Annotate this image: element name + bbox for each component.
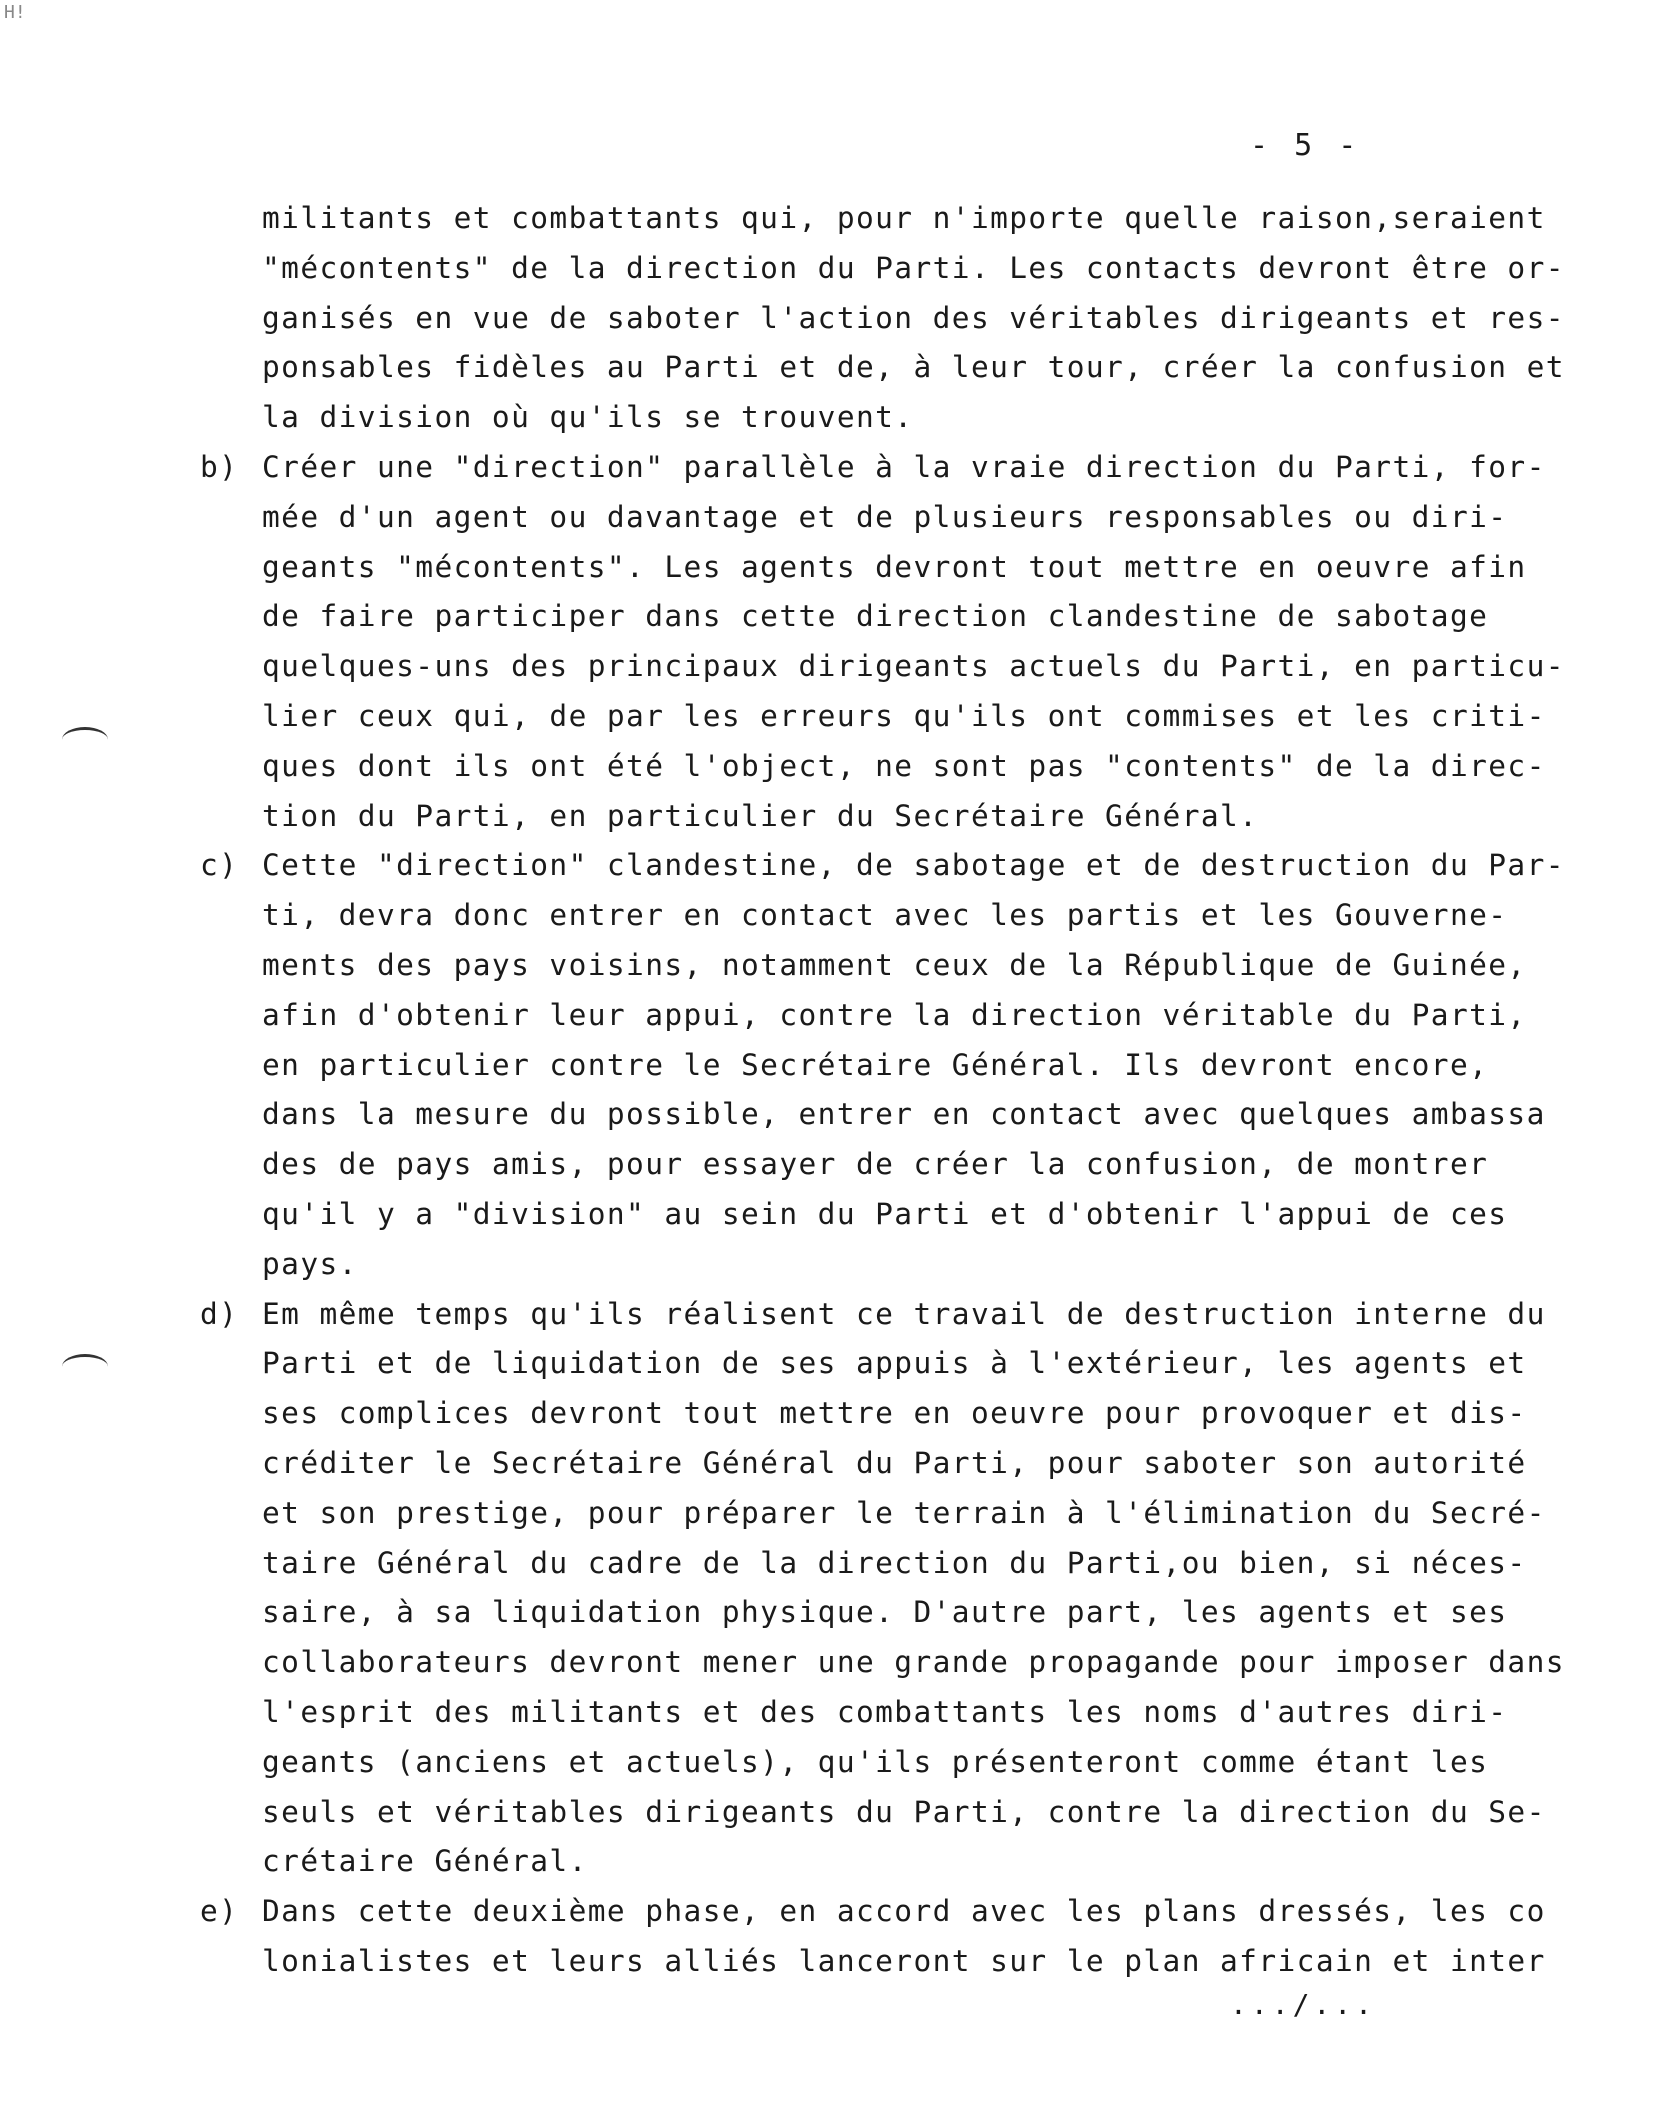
page-number: - 5 -	[1250, 128, 1361, 163]
text-line: Parti et de liquidation de ses appuis à l'extérieur, les agents et	[262, 1346, 1527, 1381]
text-line: collaborateurs devront mener une grande propagande pour imposer dans	[262, 1645, 1565, 1680]
list-marker: c)	[200, 848, 239, 883]
text-line: seuls et véritables dirigeants du Parti, contre la direction du Se-	[262, 1794, 1546, 1829]
list-marker: d)	[200, 1296, 239, 1331]
text-line: dans la mesure du possible, entrer en contact avec quelques ambassa	[262, 1097, 1546, 1132]
text-line: ganisés en vue de saboter l'action des véritables dirigeants et res-	[262, 300, 1565, 335]
text-line: Créer une "direction" parallèle à la vraie direction du Parti, for-	[262, 450, 1546, 484]
text-line: crétaire Général.	[262, 1844, 588, 1879]
text-line: Dans cette deuxième phase, en accord avec les plans dressés, les co	[262, 1894, 1546, 1929]
text-line: saire, à sa liquidation physique. D'autre part, les agents et ses	[262, 1595, 1508, 1630]
text-line: qu'il y a "division" au sein du Parti et d'obtenir l'appui de ces	[262, 1197, 1508, 1231]
corner-mark: H!	[4, 2, 26, 23]
list-marker: e)	[200, 1894, 239, 1929]
text-line: ques dont ils ont été l'object, ne sont pas "contents" de la direc-	[262, 748, 1546, 783]
text-line: Cette "direction" clandestine, de sabotage et de destruction du Par-	[262, 848, 1565, 883]
text-line: des de pays amis, pour essayer de créer la confusion, de montrer	[262, 1147, 1489, 1182]
continuation-mark: .../...	[1230, 1988, 1377, 2021]
text-line: pays.	[262, 1246, 358, 1281]
text-line: taire Général du cadre de la direction du Parti,ou bien, si néces-	[262, 1545, 1527, 1580]
text-line: Em même temps qu'ils réalisent ce travail de destruction interne du	[262, 1296, 1546, 1331]
text-line: lonialistes et leurs alliés lanceront sur le plan africain et inter	[262, 1944, 1546, 1978]
text-line: ti, devra donc entrer en contact avec les partis et les Gouverne-	[262, 898, 1508, 933]
text-line: quelques-uns des principaux dirigeants actuels du Parti, en particu-	[262, 649, 1565, 684]
text-line: geants "mécontents". Les agents devront tout mettre en oeuvre afin	[262, 549, 1527, 584]
text-line: militants et combattants qui, pour n'importe quelle raison,seraient	[262, 201, 1546, 235]
text-line: tion du Parti, en particulier du Secrétaire Général.	[262, 798, 1259, 833]
punch-hole-mark	[62, 1354, 108, 1379]
text-line: en particulier contre le Secrétaire Général. Ils devront encore,	[262, 1047, 1489, 1082]
text-line: ponsables fidèles au Parti et de, à leur tour, créer la confusion et	[262, 350, 1565, 385]
text-line: lier ceux qui, de par les erreurs qu'ils ont commises et les criti-	[262, 699, 1546, 733]
text-line: l'esprit des militants et des combattants les noms d'autres diri-	[262, 1695, 1508, 1729]
text-line: afin d'obtenir leur appui, contre la direction véritable du Parti,	[262, 997, 1527, 1032]
list-marker: b)	[200, 450, 239, 484]
text-line: mée d'un agent ou davantage et de plusieurs responsables ou diri-	[262, 499, 1508, 534]
punch-hole-mark	[62, 727, 108, 752]
text-line: la division où qu'ils se trouvent.	[262, 400, 914, 435]
text-line: et son prestige, pour préparer le terrain à l'élimination du Secré-	[262, 1495, 1546, 1530]
text-line: ments des pays voisins, notamment ceux de la République de Guinée,	[262, 948, 1527, 982]
text-line: "mécontents" de la direction du Parti. Les contacts devront être or-	[262, 250, 1565, 285]
text-line: de faire participer dans cette direction clandestine de sabotage	[262, 599, 1489, 634]
text-line: créditer le Secrétaire Général du Parti, pour saboter son autorité	[262, 1446, 1527, 1480]
text-line: ses complices devront tout mettre en oeuvre pour provoquer et dis-	[262, 1396, 1527, 1431]
text-line: geants (anciens et actuels), qu'ils présenteront comme étant les	[262, 1744, 1489, 1779]
